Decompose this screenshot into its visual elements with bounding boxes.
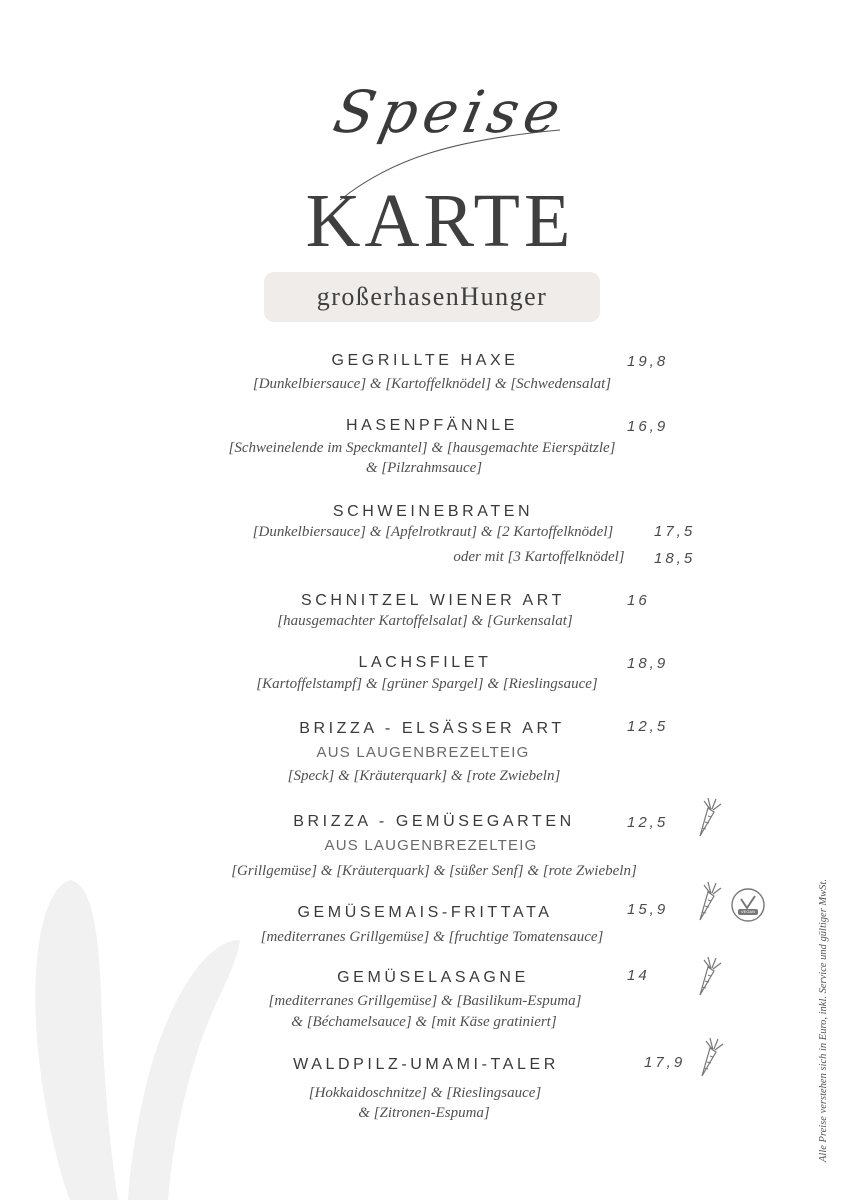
item-price: 12,5 [627, 814, 669, 831]
item-desc: & [Béchamelsauce] & [mit Käse gratiniert] [291, 1014, 557, 1030]
item-desc: [mediterranes Grillgemüse] & [Basilikum-Espuma] [268, 993, 582, 1009]
item-sub: AUS LAUGENBREZELTEIG [324, 837, 538, 854]
item-name-waldpilz-umami-taler: WALDPILZ-UMAMI-TALER [293, 1056, 559, 1073]
item-desc: [Kartoffelstampf] & [grüner Spargel] & [Rieslingsauce] [256, 676, 598, 692]
vegan-icon [730, 887, 766, 923]
item-name-schweinebraten: SCHWEINEBRATEN [332, 503, 534, 520]
script-title: Speise [327, 78, 573, 146]
page-title: KARTE [305, 179, 575, 263]
item-desc: [hausgemachter Kartoffelsalat] & [Gurkensalat] [277, 613, 573, 629]
vegan-badge-text: VEGAN [740, 909, 755, 914]
item-name-gegrillte-haxe: GEGRILLTE HAXE [331, 352, 519, 369]
carrot-icon [694, 955, 722, 997]
item-name-hasenpfaennle: HASENPFÄNNLE [345, 417, 519, 434]
subtitle: großerhasenHunger [316, 282, 548, 311]
item-price: 17,5 [654, 523, 696, 540]
item-name-schnitzel: SCHNITZEL WIENER ART [300, 592, 566, 609]
item-price: 14 [627, 967, 650, 984]
item-desc: [Schweinelende im Speckmantel] & [hausgemachte Eierspätzle] [228, 440, 616, 456]
item-price: 15,9 [627, 901, 669, 918]
price-footnote: Alle Preise verstehen sich in Euro, inkl. Service und gültiger MwSt. [818, 879, 829, 1162]
item-sub: AUS LAUGENBREZELTEIG [316, 744, 530, 761]
carrot-icon [696, 1036, 724, 1078]
item-desc: [Grillgemüse] & [Kräuterquark] & [süßer Senf] & [rote Zwiebeln] [231, 863, 637, 879]
item-name-lachsfilet: LACHSFILET [358, 654, 492, 671]
item-name-brizza-elsaesser: BRIZZA - ELSÄSSER ART [299, 720, 565, 737]
item-price: 16,9 [627, 418, 669, 435]
item-desc: [mediterranes Grillgemüse] & [fruchtige Tomatensauce] [260, 929, 604, 945]
item-desc: [Hokkaidoschnitze] & [Rieslingsauce] [308, 1085, 542, 1101]
item-price: 18,9 [627, 655, 669, 672]
item-desc: [Speck] & [Kräuterquark] & [rote Zwiebeln] [287, 768, 561, 784]
item-name-brizza-gemuesegarten: BRIZZA - GEMÜSEGARTEN [293, 813, 575, 830]
item-price: 19,8 [627, 353, 669, 370]
item-price: 16 [627, 592, 650, 609]
item-price: 18,5 [654, 550, 696, 567]
item-desc: oder mit [3 Kartoffelknödel] [453, 549, 625, 565]
carrot-icon [694, 796, 722, 838]
item-desc: [Dunkelbiersauce] & [Kartoffelknödel] & [Schwedensalat] [252, 376, 612, 392]
bunny-ears-decoration [0, 850, 260, 1204]
item-name-gemueselasagne: GEMÜSELASAGNE [337, 969, 529, 986]
item-price: 17,9 [644, 1054, 686, 1071]
item-desc: & [Pilzrahmsauce] [365, 460, 483, 476]
carrot-icon [694, 880, 722, 922]
item-desc: & [Zitronen-Espuma] [358, 1105, 490, 1121]
item-name-gemuesemais-frittata: GEMÜSEMAIS-FRITTATA [297, 904, 553, 921]
item-price: 12,5 [627, 718, 669, 735]
item-desc: [Dunkelbiersauce] & [Apfelrotkraut] & [2 Kartoffelknödel] [252, 524, 614, 540]
